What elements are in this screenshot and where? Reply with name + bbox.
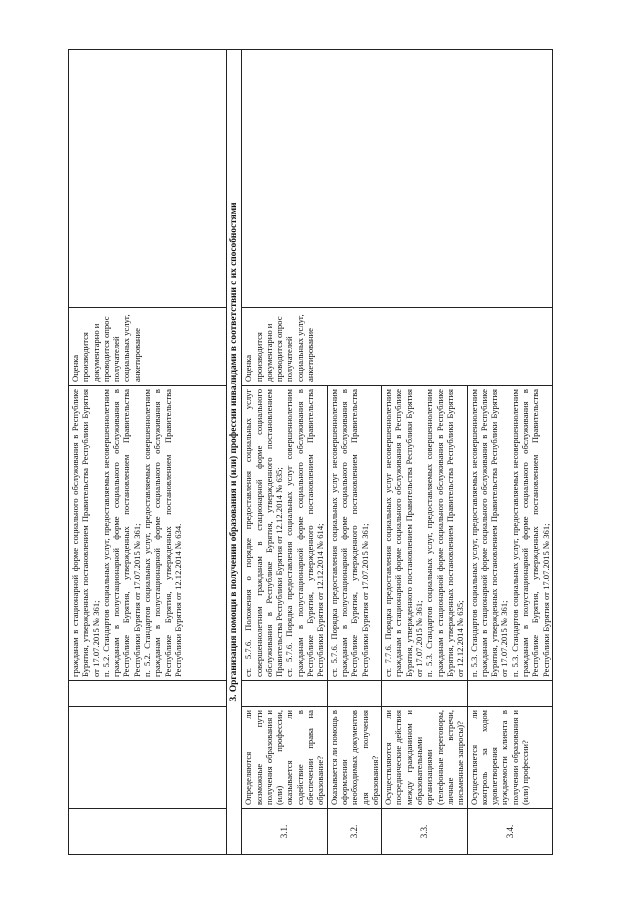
rows-method: Оценка производится документарно и проводится опрос получателей социальных услуг, анкетирование — [242, 308, 553, 386]
row-question: Оказывается ли помощь в оформлении необходимых документов для получения образования? — [327, 707, 381, 809]
row-question: Осуществляется ли контроль за ходом удовлетворения нуждаемости клиента в получении образования и (или) профессии? — [467, 707, 552, 809]
row-number: 3.2. — [327, 809, 381, 855]
cell-mark — [327, 681, 381, 707]
row-question: Определяются ли возможные пути получения образования и (или) профессии, оказывается ли содействие в обеспечении права на образование? — [242, 707, 327, 809]
table-row — [242, 50, 327, 855]
cell-mark — [467, 681, 552, 707]
document-ref: ст. 5.7.6. Положения о порядке предоставления социальных услуг совершеннолетним гражданам в стационарной форме социального обслуживания в Республике Бурятия, утвержденного постановлением Правительства Республики Бурятия от 12.12.2014 № 635; — [243, 389, 285, 677]
document-ref: п. 5.2. Стандартов социальных услуг, предоставляемых совершеннолетним гражданам в полустационарной форме социального обслуживания в Республике Бурятия, утвержденных постановлением Правительства Республики Бурятия от 12.12.2014 № 634. — [142, 389, 183, 677]
cell-documents — [69, 386, 227, 681]
row-documents — [467, 386, 552, 681]
row-documents — [327, 386, 381, 681]
row-number: 3.4. — [467, 809, 552, 855]
cell-num — [69, 809, 227, 855]
cell-method: Оценка производится документарно и проводится опрос получателей социальных услуг, анкетирование — [69, 308, 227, 386]
row-documents — [382, 386, 467, 681]
document-ref: п. 5.3. Стандартов социальных услуг, предоставляемых несовершеннолетним гражданам в стационарной форме социального обслуживания в Республике Бурятия, утвержденных постановлением Правительства Республики Бурятия от 17.07.2015 № 361; — [468, 389, 510, 677]
document-ref: гражданам в стационарной форме социального обслуживания в Республике Бурятия, утвержденных постановлением Правительства Республики Бурятия от 17.07.2015 № 361; — [70, 389, 101, 677]
cell-mark — [242, 681, 327, 707]
document-ref: п. 5.3. Стандартов социальных услуг, предоставляемых совершеннолетним гражданам в стационарной форме социального обслуживания в Республике Бурятия, утвержденных постановлением Правительства Республики Бурятия от 12.12.2014 № 635; — [424, 389, 466, 677]
row-number: 3.3. — [382, 809, 467, 855]
cell-mark — [382, 681, 467, 707]
row-number: 3.1. — [242, 809, 327, 855]
document-ref: ст. 5.7.6. Порядка предоставления социальных услуг несовершеннолетним гражданам в полустационарной форме социального обслуживания в Республике Бурятия, утвержденного постановлением Правительства Республики Бурятия от 17.07.2015 № 361; — [328, 389, 370, 677]
section-title: 3. Организация помощи в получении образования и (или) профессии инвалидами в соответствии с их способностями — [227, 50, 242, 855]
table-row — [69, 50, 227, 855]
document-ref: ст. 5.7.6. Порядка предоставления социальных услуг совершеннолетним гражданам в полустационарной форме социального обслуживания в Республике Бурятия, утвержденного постановлением Правительства Республики Бурятия от 12.12.2014 № 614; — [284, 389, 326, 677]
cell-empty — [242, 50, 553, 308]
document-ref: п. 5.2. Стандартов социальных услуг, предоставляемых несовершеннолетним гражданам в полустационарной форме социального обслуживания в Республике Бурятия, утвержденных постановлением Правительства Республики Бурятия от 17.07.2015 № 361; — [100, 389, 142, 677]
inspection-table — [68, 49, 553, 855]
document-ref: ст. 7.7.6. Порядка предоставления социальных услуг несовершеннолетним гражданам в стационарной форме социального обслуживания в Республике Бурятия, утвержденного постановлением Правительства Республики Бурятия от 17.07.2015 № 361; — [383, 389, 425, 677]
cell-mark — [69, 681, 227, 707]
section-header-row — [227, 50, 242, 855]
cell-question — [69, 707, 227, 809]
cell-empty — [69, 50, 227, 308]
row-documents — [242, 386, 327, 681]
rotated-table-wrapper — [68, 50, 580, 855]
row-question: Осуществляются ли посреднические действия между гражданином и образовательными организациями (телефонные переговоры, личные встречи, письменные запросы)? — [382, 707, 467, 809]
document-ref: п. 5.3. Стандартов социальных услуг, предоставляемых несовершеннолетним гражданам в полустационарной форме социального обслуживания в Республике Бурятия, утвержденных постановлением Правительства Республики Бурятия от 17.07.2015 № 361; — [509, 389, 551, 677]
